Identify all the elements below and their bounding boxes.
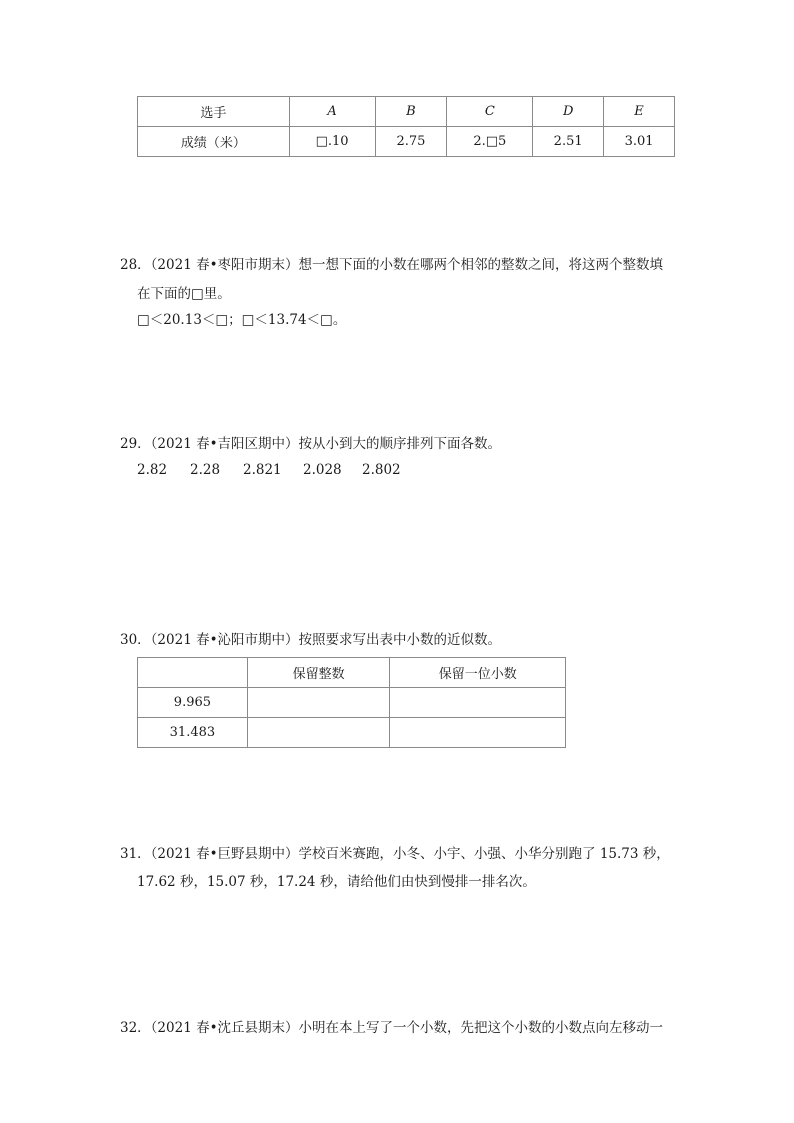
table-row: [138, 718, 566, 748]
approximation-table: [137, 657, 566, 748]
question-28-line-2: 在下面的□里。: [137, 286, 231, 302]
table-row: [138, 127, 675, 157]
answer-cell[interactable]: [390, 688, 566, 718]
question-29-line-1: 29．（2021 春•吉阳区期中）按从小到大的顺序排列下面各数。: [120, 436, 502, 452]
number-item: 2.82: [137, 462, 168, 478]
question-32-line-1: 32．（2021 春•沈丘县期末）小明在本上写了一个小数，先把这个小数的小数点向左移动一: [120, 1020, 664, 1036]
table-cell: 选手: [138, 97, 290, 127]
answer-cell[interactable]: [247, 718, 390, 748]
table-cell: C: [447, 97, 533, 127]
table-cell: E: [604, 97, 675, 127]
number-item: 2.802: [362, 462, 401, 478]
contestant-score-table: [137, 96, 675, 157]
table-cell: 保留整数: [247, 658, 390, 688]
table-cell: 2.75: [375, 127, 447, 157]
table-cell: □.10: [289, 127, 375, 157]
question-30-line-1: 30．（2021 春•沁阳市期中）按照要求写出表中小数的近似数。: [120, 632, 502, 648]
table-cell: 31.483: [138, 718, 248, 748]
question-28-line-3: □＜20.13＜□；□＜13.74＜□。: [137, 312, 347, 328]
table-row: [138, 658, 566, 688]
table-cell: B: [375, 97, 447, 127]
table-row: [138, 688, 566, 718]
answer-cell[interactable]: [247, 688, 390, 718]
answer-cell[interactable]: [390, 718, 566, 748]
table-cell: 2.51: [533, 127, 604, 157]
question-28-line-1: 28．（2021 春•枣阳市期末）想一想下面的小数在哪两个相邻的整数之间，将这两个整数填: [120, 257, 664, 273]
table-row: [138, 97, 675, 127]
question-31-line-1: 31．（2021 春•巨野县期中）学校百米赛跑，小冬、小宇、小强、小华分别跑了 15.73 秒，: [120, 846, 670, 862]
number-item: 2.28: [190, 462, 221, 478]
table-cell: 9.965: [138, 688, 248, 718]
question-31-line-2: 17.62 秒，15.07 秒，17.24 秒，请给他们由快到慢排一排名次。: [137, 874, 536, 890]
number-item: 2.821: [243, 462, 282, 478]
question-29-numbers: [137, 461, 401, 479]
table-cell: 2.□5: [447, 127, 533, 157]
number-item: 2.028: [303, 462, 342, 478]
table-cell: A: [289, 97, 375, 127]
table-cell: 成绩（米）: [138, 127, 290, 157]
table-cell: [138, 658, 248, 688]
table-cell: 保留一位小数: [390, 658, 566, 688]
table-cell: 3.01: [604, 127, 675, 157]
table-cell: D: [533, 97, 604, 127]
